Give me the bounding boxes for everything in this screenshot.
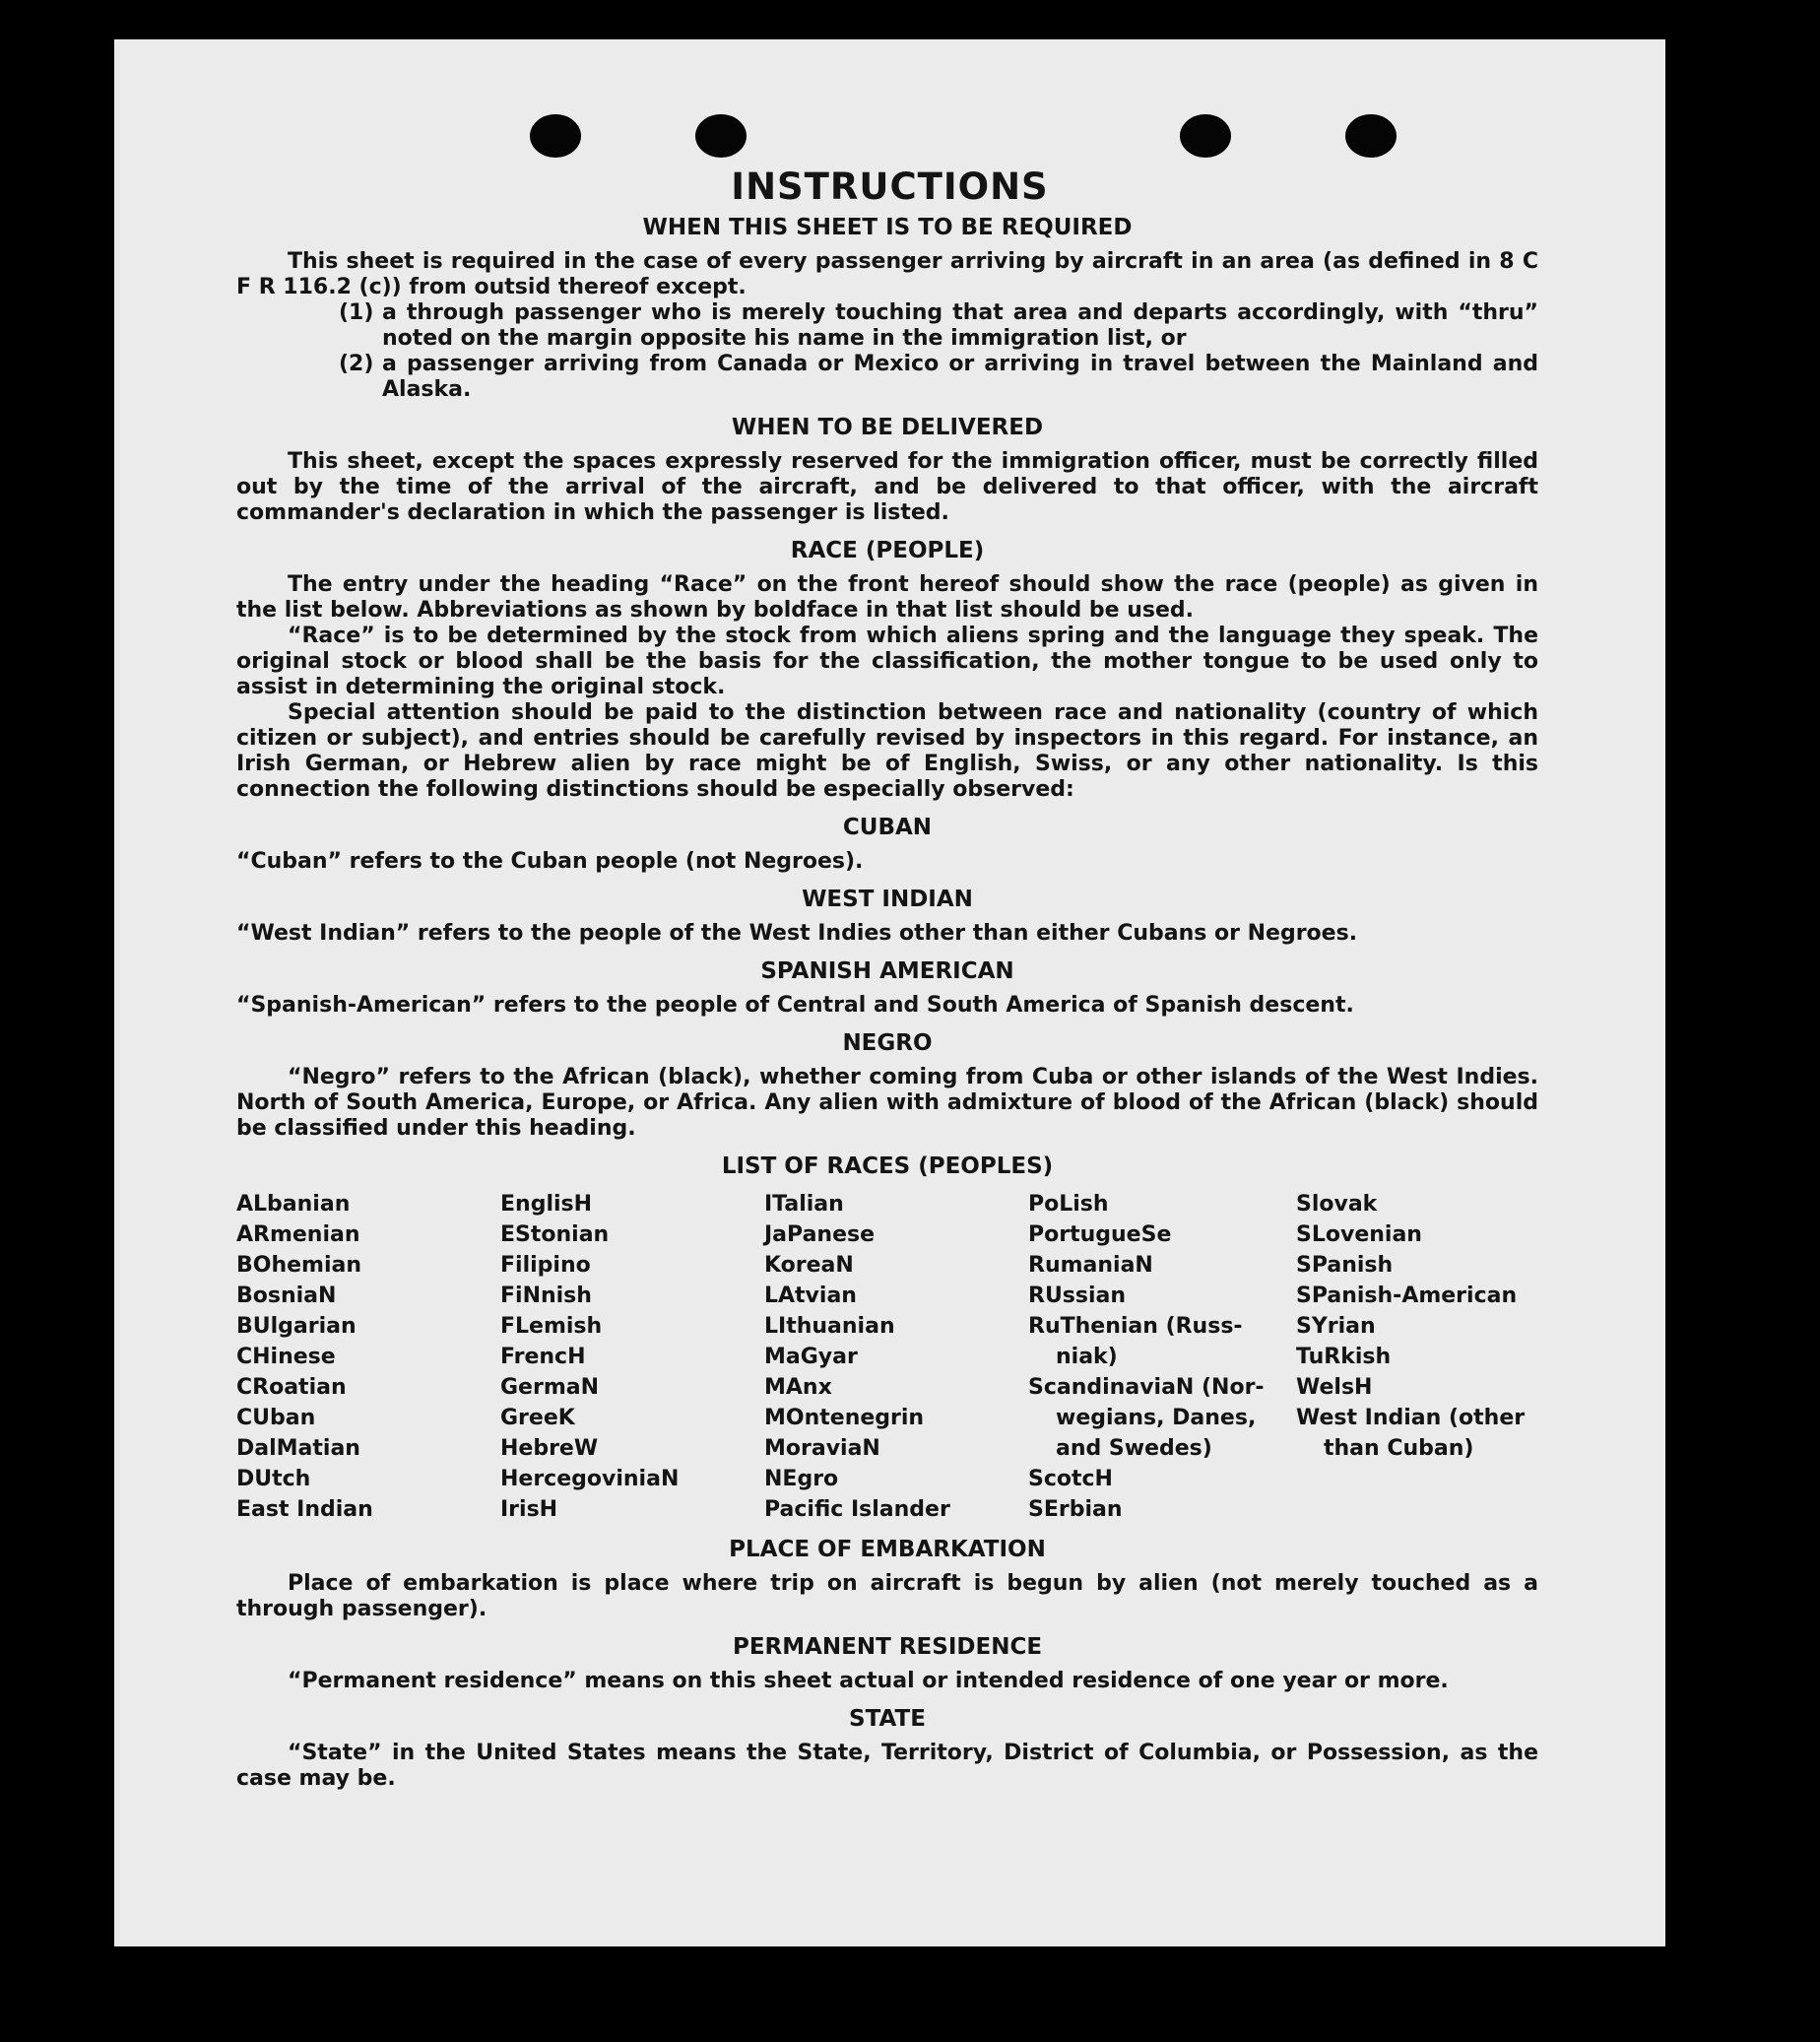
paragraph: “Race” is to be determined by the stock from which aliens spring and the language they speak. The original stock or blood shall be the basis for the classification, the mother tongue to be used only to assist in determining the original stock. <box>236 624 1538 699</box>
race-entry: ALbanian <box>236 1192 351 1217</box>
section-heading: WEST INDIAN <box>802 887 973 912</box>
race-entry: DalMatian <box>236 1436 360 1461</box>
race-entry: FLemish <box>500 1314 603 1339</box>
race-entry: SPanish-American <box>1296 1284 1518 1308</box>
paragraph: Place of embarkation is place where trip on aircraft is begun by alien (not merely touched as a through passenger). <box>236 1571 1538 1621</box>
race-entry: MOntenegrin <box>764 1406 925 1430</box>
list-item-text: a through passenger who is merely touching that area and departs accordingly, with “thru” noted on the margin opposite his name in the immigration list, or <box>382 300 1538 351</box>
races-column <box>1028 1189 1296 1525</box>
race-entry: DUtch <box>236 1467 311 1491</box>
race-entry: PortugueSe <box>1028 1222 1172 1247</box>
race-entry: West Indian (other <box>1296 1406 1526 1430</box>
race-entry: GermaN <box>500 1375 600 1400</box>
race-entry: GreeK <box>500 1406 575 1430</box>
races-column <box>764 1189 1028 1525</box>
race-entry: BOhemian <box>236 1253 362 1278</box>
document-page <box>114 39 1665 1946</box>
race-entry: NEgro <box>764 1467 839 1491</box>
race-entry: HercegoviniaN <box>500 1467 680 1491</box>
list-item <box>236 352 1538 403</box>
section-heading: PERMANENT RESIDENCE <box>732 1634 1043 1660</box>
race-entry: LIthuanian <box>764 1314 895 1339</box>
races-column <box>1296 1189 1538 1525</box>
race-entry: ScotcH <box>1028 1467 1113 1491</box>
race-entry: LAtvian <box>764 1284 857 1308</box>
race-entry: FiNnish <box>500 1284 592 1308</box>
race-entry: TuRkish <box>1296 1345 1392 1369</box>
section-heading: RACE (PEOPLE) <box>790 538 985 563</box>
race-entry: EnglisH <box>500 1192 593 1217</box>
section-heading: CUBAN <box>842 815 933 840</box>
list-item <box>236 300 1538 352</box>
race-entry: BosniaN <box>236 1284 337 1308</box>
section-heading: WHEN TO BE DELIVERED <box>731 415 1044 440</box>
punch-hole <box>530 114 581 158</box>
race-entry: JaPanese <box>764 1222 876 1247</box>
race-entry: BUlgarian <box>236 1314 357 1339</box>
paragraph: “Permanent residence” means on this sheet actual or intended residence of one year or more. <box>288 1669 1449 1693</box>
paragraph: “Cuban” refers to the Cuban people (not Negroes). <box>236 849 864 874</box>
race-entry: SErbian <box>1028 1497 1123 1522</box>
race-entry: wegians, Danes, <box>1056 1406 1257 1430</box>
race-entry: SPanish <box>1296 1253 1394 1278</box>
race-entry: WelsH <box>1296 1375 1373 1400</box>
race-entry: than Cuban) <box>1324 1436 1474 1461</box>
race-entry: niak) <box>1056 1345 1118 1369</box>
race-entry: MAnx <box>764 1375 832 1400</box>
race-entry: CHinese <box>236 1345 336 1369</box>
race-entry: HebreW <box>500 1436 599 1461</box>
section-heading: PLACE OF EMBARKATION <box>729 1537 1046 1562</box>
list-item-number: (1) <box>339 300 374 325</box>
race-entry: ARmenian <box>236 1222 360 1247</box>
race-entry: RumaniaN <box>1028 1253 1153 1278</box>
paragraph: “Spanish-American” refers to the people of Central and South America of Spanish descent. <box>236 993 1354 1018</box>
race-entry: Slovak <box>1296 1192 1378 1217</box>
punch-hole <box>1345 114 1397 158</box>
paragraph: “West Indian” refers to the people of the West Indies other than either Cubans or Negroes. <box>236 921 1358 946</box>
paragraph: “State” in the United States means the State, Territory, District of Columbia, or Possession, as the case may be. <box>236 1741 1538 1791</box>
race-entry: MaGyar <box>764 1345 858 1369</box>
section-heading: NEGRO <box>842 1030 933 1056</box>
race-entry: CUban <box>236 1406 316 1430</box>
race-entry: FrencH <box>500 1345 586 1369</box>
list-item-number: (2) <box>339 352 374 376</box>
page-title: INSTRUCTIONS <box>731 165 1049 208</box>
paragraph: Special attention should be paid to the distinction between race and nationality (country of which citizen or subject), and entries should be carefully revised by inspectors in this regard. For instance, an Irish German, or Hebrew alien by race might be of English, Swiss, or any other nationality. Is this connection the following distinctions should be especially observed: <box>236 700 1538 802</box>
race-entry: CRoatian <box>236 1375 347 1400</box>
list-item-text: a passenger arriving from Canada or Mexico or arriving in travel between the Mainland and Alaska. <box>382 352 1538 402</box>
race-entry: SYrian <box>1296 1314 1376 1339</box>
race-entry: EStonian <box>500 1222 610 1247</box>
race-entry: Pacific Islander <box>764 1497 950 1522</box>
race-entry: ITalian <box>764 1192 844 1217</box>
race-entry: and Swedes) <box>1056 1436 1212 1461</box>
paragraph: This sheet is required in the case of every passenger arriving by aircraft in an area (as defined in 8 C F R 116.2 (c)) from outsid thereof except. <box>236 249 1538 299</box>
race-entry: Filipino <box>500 1253 591 1278</box>
races-column <box>500 1189 764 1525</box>
paragraph: This sheet, except the spaces expressly reserved for the immigration officer, must be correctly filled out by the time of the arrival of the aircraft, and be delivered to that officer, with the aircraft commander's declaration in which the passenger is listed. <box>236 449 1538 525</box>
paragraph: The entry under the heading “Race” on the front hereof should show the race (people) as given in the list below. Abbreviations as shown by boldface in that list should be used. <box>236 572 1538 623</box>
section-heading: WHEN THIS SHEET IS TO BE REQUIRED <box>642 215 1133 240</box>
section-heading: STATE <box>849 1706 926 1732</box>
races-column <box>236 1189 500 1525</box>
punch-hole <box>695 114 747 158</box>
race-entry: SLovenian <box>1296 1222 1422 1247</box>
section-heading: LIST OF RACES (PEOPLES) <box>721 1153 1054 1179</box>
race-entry: East Indian <box>236 1497 373 1522</box>
race-entry: PoLish <box>1028 1192 1109 1217</box>
race-entry: RuThenian (Russ- <box>1028 1314 1243 1339</box>
race-entry: MoraviaN <box>764 1436 880 1461</box>
races-list <box>236 1189 1538 1525</box>
paragraph: “Negro” refers to the African (black), whether coming from Cuba or other islands of the West Indies. North of South America, Europe, or Africa. Any alien with admixture of blood of the African (black) should be classified under this heading. <box>236 1065 1538 1141</box>
section-heading: SPANISH AMERICAN <box>760 958 1014 984</box>
race-entry: IrisH <box>500 1497 558 1522</box>
race-entry: KoreaN <box>764 1253 854 1278</box>
instructions-body <box>236 215 1538 1792</box>
race-entry: ScandinaviaN (Nor- <box>1028 1375 1265 1400</box>
race-entry: RUssian <box>1028 1284 1127 1308</box>
punch-hole <box>1180 114 1231 158</box>
